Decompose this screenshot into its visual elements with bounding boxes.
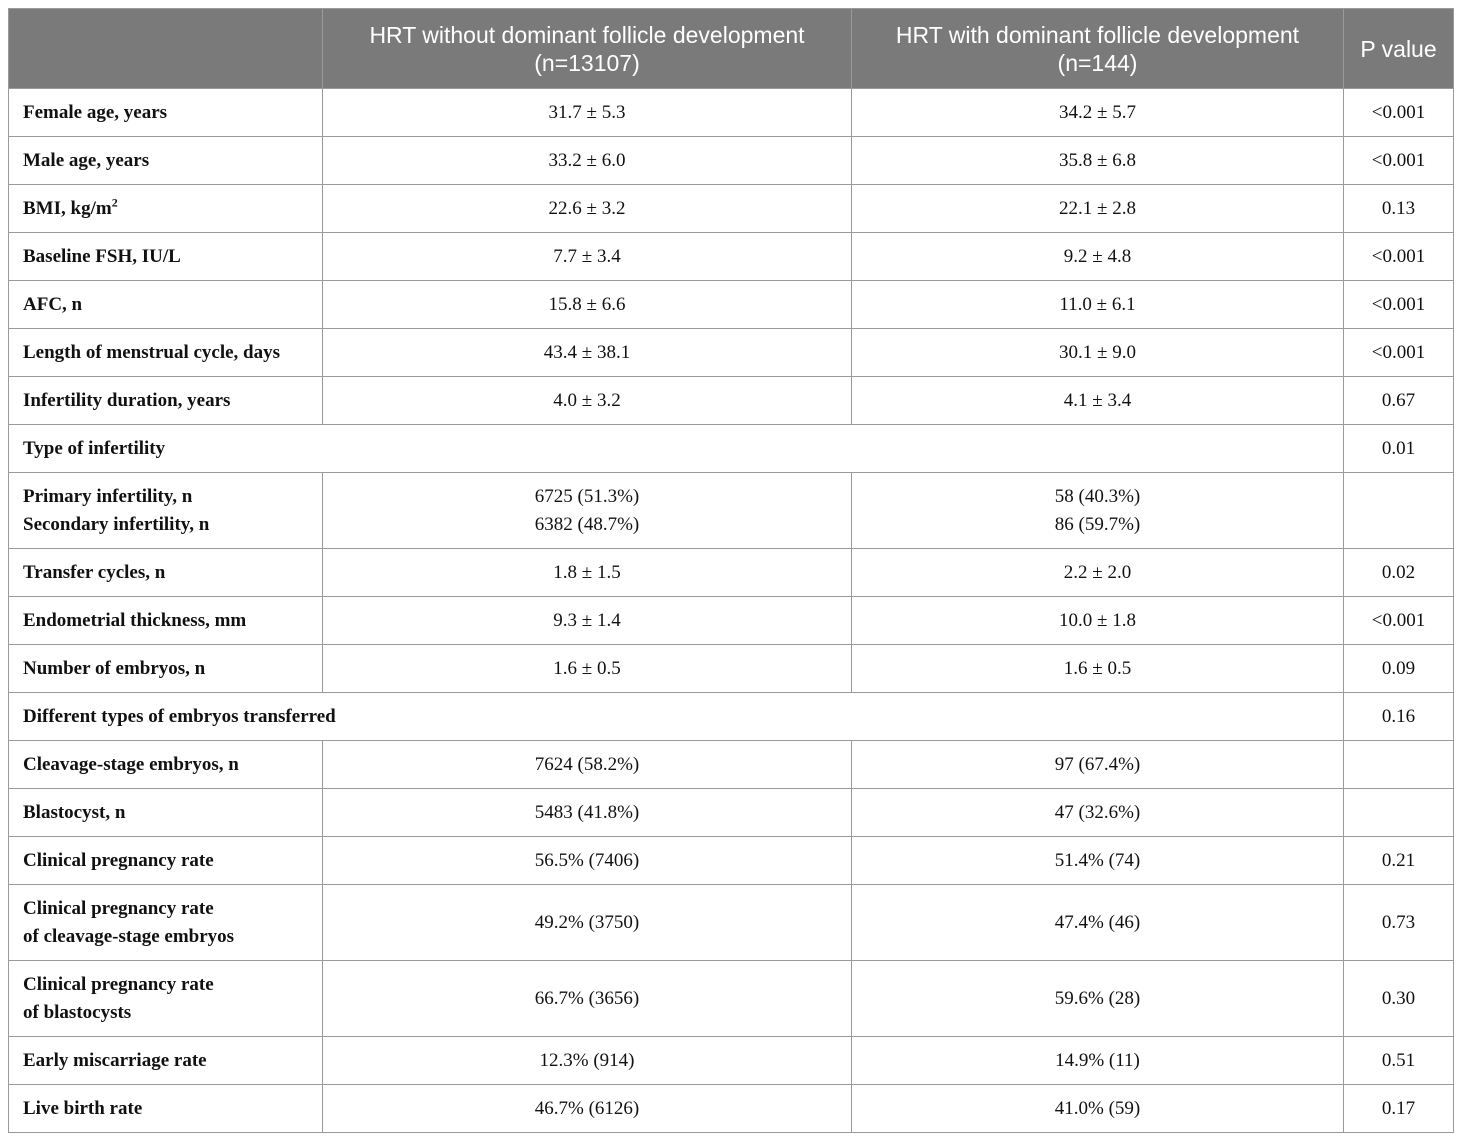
cell-p: <0.001 xyxy=(1344,281,1454,329)
row-label: Infertility duration, years xyxy=(9,377,323,425)
row-label-secondary: Secondary infertility, n xyxy=(23,513,210,535)
header-col2 xyxy=(852,9,1344,89)
cell-without: 22.6 ± 3.2 xyxy=(323,185,852,233)
row-label: Transfer cycles, n xyxy=(9,549,323,597)
cell-with: 47.4% (46) xyxy=(852,885,1344,961)
cell-without: 1.6 ± 0.5 xyxy=(323,645,852,693)
cell-p: <0.001 xyxy=(1344,89,1454,137)
table-row xyxy=(9,837,1454,885)
row-label-line1: Clinical pregnancy rate xyxy=(23,897,214,919)
row-label: Baseline FSH, IU/L xyxy=(9,233,323,281)
row-label xyxy=(9,473,323,549)
cell-with: 47 (32.6%) xyxy=(852,789,1344,837)
table-row xyxy=(9,1037,1454,1085)
cell-without xyxy=(323,473,852,549)
cell-without: 66.7% (3656) xyxy=(323,961,852,1037)
cell-without: 56.5% (7406) xyxy=(323,837,852,885)
cell-with: 51.4% (74) xyxy=(852,837,1344,885)
row-label: Female age, years xyxy=(9,89,323,137)
cell-p: 0.02 xyxy=(1344,549,1454,597)
table-row xyxy=(9,425,1454,473)
row-label-primary: Primary infertility, n xyxy=(23,485,193,507)
row-label-line2: of blastocysts xyxy=(23,1001,132,1023)
cell-p: <0.001 xyxy=(1344,329,1454,377)
row-label xyxy=(9,185,323,233)
cell-p: 0.67 xyxy=(1344,377,1454,425)
cell-without: 5483 (41.8%) xyxy=(323,789,852,837)
cell-without-secondary: 6382 (48.7%) xyxy=(534,513,640,535)
row-label: AFC, n xyxy=(9,281,323,329)
row-label: Different types of embryos transferred xyxy=(9,693,1344,741)
cell-with: 30.1 ± 9.0 xyxy=(852,329,1344,377)
row-label: Cleavage-stage embryos, n xyxy=(9,741,323,789)
cell-p: 0.17 xyxy=(1344,1085,1454,1133)
row-label: Early miscarriage rate xyxy=(9,1037,323,1085)
cell-p: 0.09 xyxy=(1344,645,1454,693)
cell-p xyxy=(1344,789,1454,837)
cell-with: 10.0 ± 1.8 xyxy=(852,597,1344,645)
cell-p: <0.001 xyxy=(1344,233,1454,281)
table-row xyxy=(9,549,1454,597)
cell-with: 35.8 ± 6.8 xyxy=(852,137,1344,185)
table-row xyxy=(9,789,1454,837)
cell-without: 9.3 ± 1.4 xyxy=(323,597,852,645)
cell-p: 0.13 xyxy=(1344,185,1454,233)
cell-with-primary: 58 (40.3%) xyxy=(1054,485,1141,507)
cell-with: 9.2 ± 4.8 xyxy=(852,233,1344,281)
cell-p: 0.51 xyxy=(1344,1037,1454,1085)
table-row xyxy=(9,281,1454,329)
cell-p: <0.001 xyxy=(1344,137,1454,185)
cell-with-secondary: 86 (59.7%) xyxy=(1054,513,1141,535)
header-col1 xyxy=(323,9,852,89)
cell-with: 14.9% (11) xyxy=(852,1037,1344,1085)
row-label: Type of infertility xyxy=(9,425,1344,473)
cell-without: 12.3% (914) xyxy=(323,1037,852,1085)
cell-with: 34.2 ± 5.7 xyxy=(852,89,1344,137)
table-row xyxy=(9,329,1454,377)
table-row xyxy=(9,473,1454,549)
cell-without: 33.2 ± 6.0 xyxy=(323,137,852,185)
cell-with xyxy=(852,473,1344,549)
header-p-value: P value xyxy=(1344,9,1454,89)
row-label: Length of menstrual cycle, days xyxy=(9,329,323,377)
cell-with: 11.0 ± 6.1 xyxy=(852,281,1344,329)
cell-with: 2.2 ± 2.0 xyxy=(852,549,1344,597)
cell-p: <0.001 xyxy=(1344,597,1454,645)
cell-without: 7.7 ± 3.4 xyxy=(323,233,852,281)
cell-p xyxy=(1344,741,1454,789)
cell-without: 46.7% (6126) xyxy=(323,1085,852,1133)
row-label-text: BMI, kg/m xyxy=(23,197,112,219)
table-row xyxy=(9,185,1454,233)
cell-without: 31.7 ± 5.3 xyxy=(323,89,852,137)
superscript: 2 xyxy=(111,195,118,210)
table-row xyxy=(9,961,1454,1037)
header-col2-title: HRT with dominant follicle development xyxy=(895,21,1300,48)
cell-p: 0.01 xyxy=(1344,425,1454,473)
table-row xyxy=(9,885,1454,961)
row-label: Live birth rate xyxy=(9,1085,323,1133)
table-row xyxy=(9,89,1454,137)
cell-with: 97 (67.4%) xyxy=(852,741,1344,789)
cell-p: 0.30 xyxy=(1344,961,1454,1037)
cell-with: 22.1 ± 2.8 xyxy=(852,185,1344,233)
header-label xyxy=(9,9,323,89)
cell-without: 7624 (58.2%) xyxy=(323,741,852,789)
header-row xyxy=(9,9,1454,89)
cell-p xyxy=(1344,473,1454,549)
table-row xyxy=(9,741,1454,789)
cell-with: 4.1 ± 3.4 xyxy=(852,377,1344,425)
cell-with: 59.6% (28) xyxy=(852,961,1344,1037)
row-label: Number of embryos, n xyxy=(9,645,323,693)
cell-without: 43.4 ± 38.1 xyxy=(323,329,852,377)
cell-with: 1.6 ± 0.5 xyxy=(852,645,1344,693)
row-label xyxy=(9,885,323,961)
table-row xyxy=(9,233,1454,281)
table-row xyxy=(9,377,1454,425)
row-label: Endometrial thickness, mm xyxy=(9,597,323,645)
cell-p: 0.16 xyxy=(1344,693,1454,741)
table-row xyxy=(9,645,1454,693)
table-row xyxy=(9,1085,1454,1133)
row-label: Male age, years xyxy=(9,137,323,185)
cell-without: 1.8 ± 1.5 xyxy=(323,549,852,597)
table-row xyxy=(9,137,1454,185)
cell-without: 15.8 ± 6.6 xyxy=(323,281,852,329)
data-table xyxy=(8,8,1454,1133)
row-label-line2: of cleavage-stage embryos xyxy=(23,925,235,947)
cell-p: 0.21 xyxy=(1344,837,1454,885)
row-label: Clinical pregnancy rate xyxy=(9,837,323,885)
cell-with: 41.0% (59) xyxy=(852,1085,1344,1133)
cell-without: 49.2% (3750) xyxy=(323,885,852,961)
row-label: Blastocyst, n xyxy=(9,789,323,837)
row-label-line1: Clinical pregnancy rate xyxy=(23,973,214,995)
header-col1-title: HRT without dominant follicle development xyxy=(369,21,805,48)
header-col2-n: (n=144) xyxy=(1057,49,1138,76)
cell-without-primary: 6725 (51.3%) xyxy=(534,485,640,507)
cell-without: 4.0 ± 3.2 xyxy=(323,377,852,425)
table-row xyxy=(9,597,1454,645)
cell-p: 0.73 xyxy=(1344,885,1454,961)
table-row xyxy=(9,693,1454,741)
header-col1-n: (n=13107) xyxy=(534,49,640,76)
row-label xyxy=(9,961,323,1037)
